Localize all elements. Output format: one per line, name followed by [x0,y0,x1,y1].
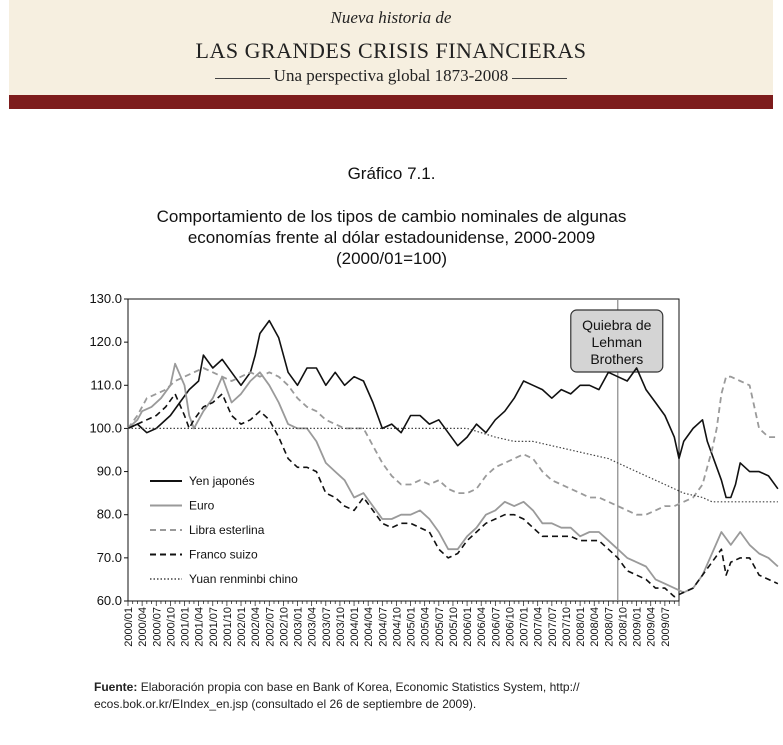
x-tick-label: 2001/01 [179,607,192,647]
x-tick-label: 2000/10 [165,607,178,647]
x-tick-label: 2002/01 [236,607,249,647]
x-tick-label: 2000/07 [151,607,164,647]
y-tick-label: 130.0 [89,291,122,306]
x-tick-label: 2005/01 [405,607,418,647]
legend-label: Libra esterlina [189,523,265,537]
annotation-label: Brothers [590,351,644,367]
annotation-label: Lehman [591,334,643,350]
x-tick-label: 2001/07 [207,607,220,647]
x-tick-label: 2002/04 [250,607,263,647]
legend-label: Yuan renminbi chino [189,572,298,586]
x-tick-label: 2001/10 [221,607,234,647]
x-tick-label: 2004/10 [391,607,404,647]
y-tick-label: 70.0 [96,549,122,565]
x-tick-label: 2006/07 [490,607,503,647]
x-tick-label: 2005/04 [419,607,432,647]
x-tick-label: 2007/10 [560,607,573,647]
x-tick-label: 2001/04 [193,607,206,647]
y-tick-label: 100.0 [89,420,122,436]
x-tick-label: 2004/04 [363,607,376,647]
x-tick-label: 2009/04 [645,607,658,647]
legend-label: Yen japonés [189,474,255,488]
x-tick-label: 2006/10 [504,607,517,647]
figure-number: Gráfico 7.1. [347,164,436,183]
annotation-label: Quiebra de [582,317,652,333]
x-tick-label: 2002/10 [278,607,291,647]
x-tick-label: 2005/10 [447,607,460,647]
figure-title-line3: (2000/01=100) [335,249,448,268]
legend-label: Euro [189,498,215,513]
x-tick-label: 2008/07 [603,607,616,647]
y-tick-label: 90.0 [96,463,122,479]
x-tick-label: 2007/04 [532,607,545,647]
x-tick-label: 2007/07 [546,607,559,647]
x-tick-label: 2006/04 [476,607,489,647]
x-tick-label: 2008/10 [617,607,630,647]
legend-label: Franco suizo [189,547,258,562]
y-tick-label: 120.0 [89,334,122,350]
x-tick-label: 2002/07 [264,607,277,647]
x-tick-label: 2003/10 [334,607,347,647]
y-tick-label: 110.0 [90,377,122,393]
book-title: LAS GRANDES CRISIS FINANCIERAS [195,38,587,63]
x-tick-label: 2000/04 [137,607,150,647]
x-tick-label: 2004/07 [377,607,390,647]
x-tick-label: 2008/04 [589,607,602,647]
source-text: Elaboración propia con base en Bank of Korea, Economic Statistics System, http:// [140,680,580,694]
source-note [94,679,714,713]
x-tick-label: 2004/01 [349,607,362,647]
figure-title-line2: economías frente al dólar estadounidense, 2000-2009 [187,228,596,247]
book-tagline-text: Una perspectiva global 1873-2008 [273,66,509,85]
x-tick-label: 2009/01 [631,607,644,647]
x-tick-label: 2006/01 [462,607,475,647]
x-tick-label: 2003/07 [320,607,333,647]
x-tick-label: 2003/04 [306,607,319,647]
x-tick-label: 2000/01 [123,607,135,647]
source-label: Fuente: [94,680,138,694]
x-tick-label: 2008/01 [575,607,588,647]
figure-title-line1: Comportamiento de los tipos de cambio nominales de algunas [156,207,627,226]
y-tick-label: 60.0 [96,593,122,608]
source-text-2: ecos.bok.or.kr/EIndex_en.jsp (consultado el 26 de septiembre de 2009). [94,697,477,711]
x-tick-label: 2009/07 [659,607,672,647]
x-tick-label: 2005/07 [433,607,446,647]
x-tick-label: 2007/01 [518,607,531,647]
book-subtitle: Nueva historia de [330,8,452,27]
y-tick-label: 80.0 [96,506,122,522]
x-tick-label: 2003/01 [292,607,305,647]
